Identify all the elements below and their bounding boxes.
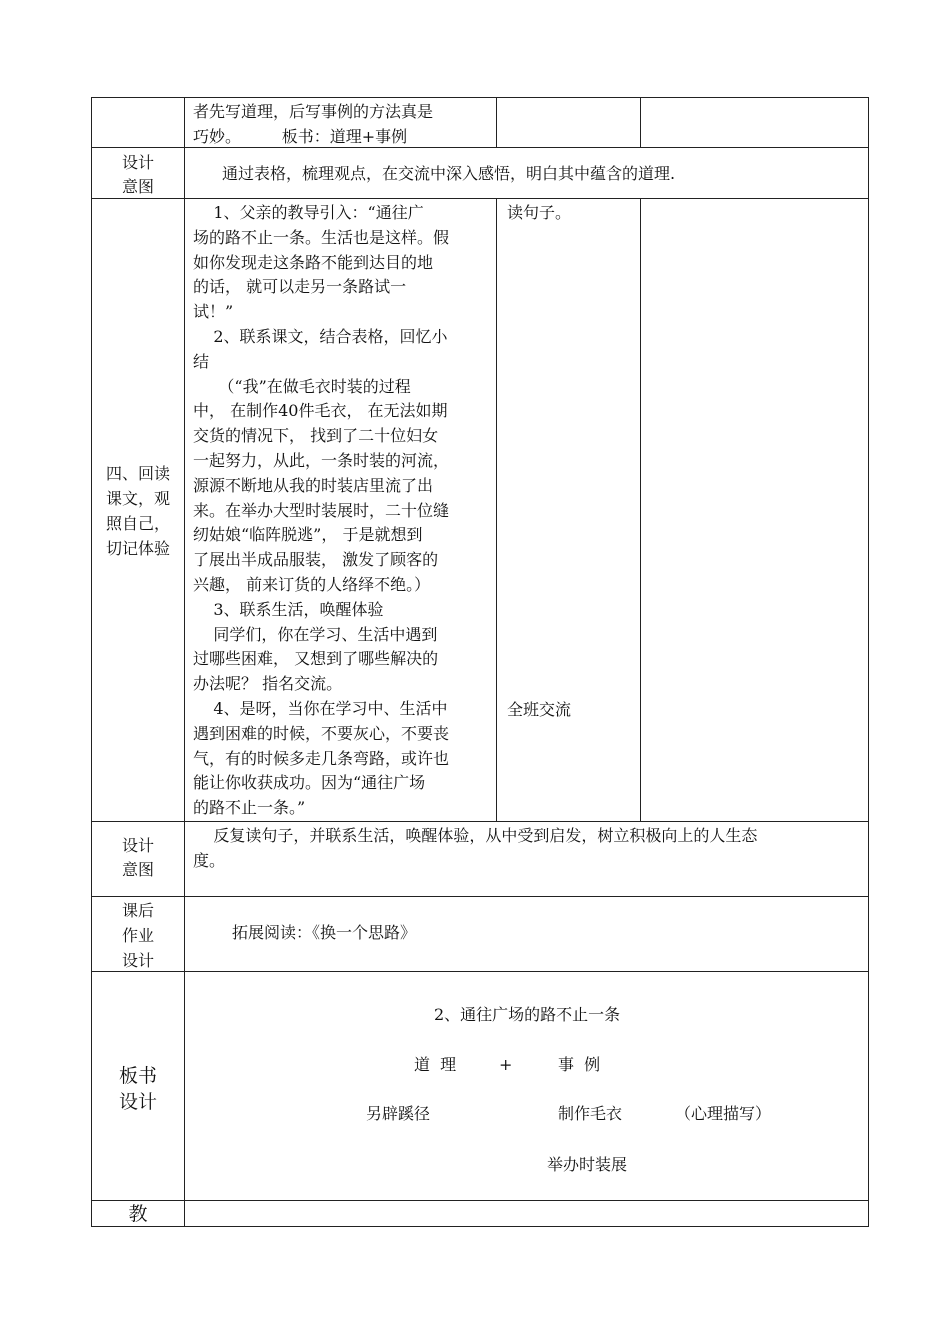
board-label [92, 1063, 184, 1115]
table-line [91, 896, 869, 897]
label-line: 板书 [118, 1065, 157, 1087]
teacher-text-line: 来。在举办大型时装展时，二十位缝 [193, 500, 450, 520]
table-line [91, 821, 869, 822]
table-line [91, 1200, 869, 1201]
label-line: 课后 [121, 901, 154, 920]
text-line: 者先写道理，后写事例的方法真是 [193, 102, 434, 121]
teacher-text-line: 同学们，你在学习、生活中遇到 [193, 624, 438, 644]
label-line: 四、回读 [105, 464, 170, 483]
teacher-text-line: 遇到困难的时候，不要灰心，不要丧 [193, 723, 450, 743]
teacher-text-line: （“我”在做毛衣时装的过程 [193, 376, 411, 396]
label-line: 意图 [121, 177, 154, 196]
label-line: 作业 [121, 926, 154, 945]
table-line [91, 198, 869, 199]
table-line [91, 97, 92, 1227]
label-line: 设计 [121, 153, 154, 172]
board-item-sweaters: 制作毛衣 [558, 1104, 623, 1123]
table-line [496, 97, 497, 148]
text-line: 巧妙。 板书：道理+事例 [193, 127, 408, 146]
label-line: 设计 [118, 1091, 157, 1113]
student-activity-read: 读句子。 [507, 203, 572, 222]
table-line [184, 97, 185, 1227]
teacher-text-line: 过哪些困难， 又想到了哪些解决的 [193, 649, 439, 669]
label-line: 设计 [121, 836, 154, 855]
homework-label [92, 898, 184, 973]
table-line [496, 198, 497, 822]
teacher-text-line: 场的路不止一条。生活也是这样。假 [193, 227, 450, 247]
teacher-text-line: 纫姑娘“临阵脱逃”， 于是就想到 [193, 525, 423, 545]
teacher-text-line: 了展出半成品服装， 激发了顾客的 [193, 550, 439, 570]
table-line [91, 97, 869, 98]
teacher-text-line: 交货的情况下， 找到了二十位妇女 [193, 426, 439, 446]
intent-text-line: 度。 [193, 851, 226, 870]
label-line: 设计 [121, 951, 154, 970]
teacher-text-line: 如你发现走这条路不能到达目的地 [193, 252, 434, 272]
intent-text-line: 反复读句子，并联系生活，唤醒体验，从中受到启发，树立积极向上的人生态 [193, 826, 758, 845]
student-activity-discuss: 全班交流 [507, 700, 572, 719]
board-item-new-path: 另辟蹊径 [366, 1104, 431, 1123]
teacher-text-line: 气，有的时候多走几条弯路，或许也 [193, 748, 450, 768]
homework-text: 拓展阅读：《换一个思路》 [232, 923, 417, 942]
label-line: 切记体验 [105, 539, 170, 558]
label-line: 照自己， [105, 514, 170, 533]
label-line: 课文，观 [105, 489, 170, 508]
board-title: 2、通往广场的路不止一条 [434, 1005, 621, 1024]
board-item-principle: 道 理 [414, 1055, 457, 1074]
table-line [868, 97, 869, 1227]
board-item-example: 事 例 [558, 1055, 601, 1074]
teacher-text-line: 一起努力，从此，一条时装的河流， [193, 451, 450, 470]
teacher-text-line: 结 [193, 351, 210, 371]
intent-label [92, 834, 184, 882]
table-line [91, 1226, 869, 1227]
teacher-text-line: 3、联系生活，唤醒体验 [193, 599, 384, 619]
teacher-text-line: 的路不止一条。” [193, 798, 306, 818]
board-item-psychology: （心理描写） [675, 1104, 772, 1123]
reflection-label: 教 [128, 1203, 148, 1225]
table-line [640, 198, 641, 822]
teacher-text-line: 1、父亲的教导引入：“通往广 [193, 203, 424, 222]
teacher-text-line: 中， 在制作40件毛衣， 在无法如期 [193, 401, 448, 421]
teacher-text-line: 2、联系课文，结合表格，回忆小 [193, 327, 448, 346]
teacher-text-line: 兴趣， 前来订货的人络绎不绝。） [193, 575, 431, 594]
teacher-text-line: 的话， 就可以走另一条路试一 [193, 277, 407, 297]
teacher-text-line: 办法呢？ 指名交流。 [193, 674, 343, 694]
teacher-text-line: 能让你收获成功。因为“通往广场 [193, 773, 426, 793]
table-line [91, 971, 869, 972]
teacher-text-line: 源源不断地从我的时装店里流了出 [193, 475, 434, 495]
label-line: 意图 [121, 860, 154, 879]
teacher-text-line: 4、是呀，当你在学习中、生活中 [193, 699, 448, 718]
teacher-text-line: 试！” [193, 302, 234, 322]
board-item-fashion-show: 举办时装展 [547, 1155, 628, 1174]
board-plus: + [499, 1055, 513, 1074]
section-four-label [92, 461, 184, 561]
intent-text: 通过表格，梳理观点，在交流中深入感悟，明白其中蕴含的道理. [222, 164, 676, 183]
intent-label [92, 151, 184, 199]
table-line [640, 97, 641, 148]
